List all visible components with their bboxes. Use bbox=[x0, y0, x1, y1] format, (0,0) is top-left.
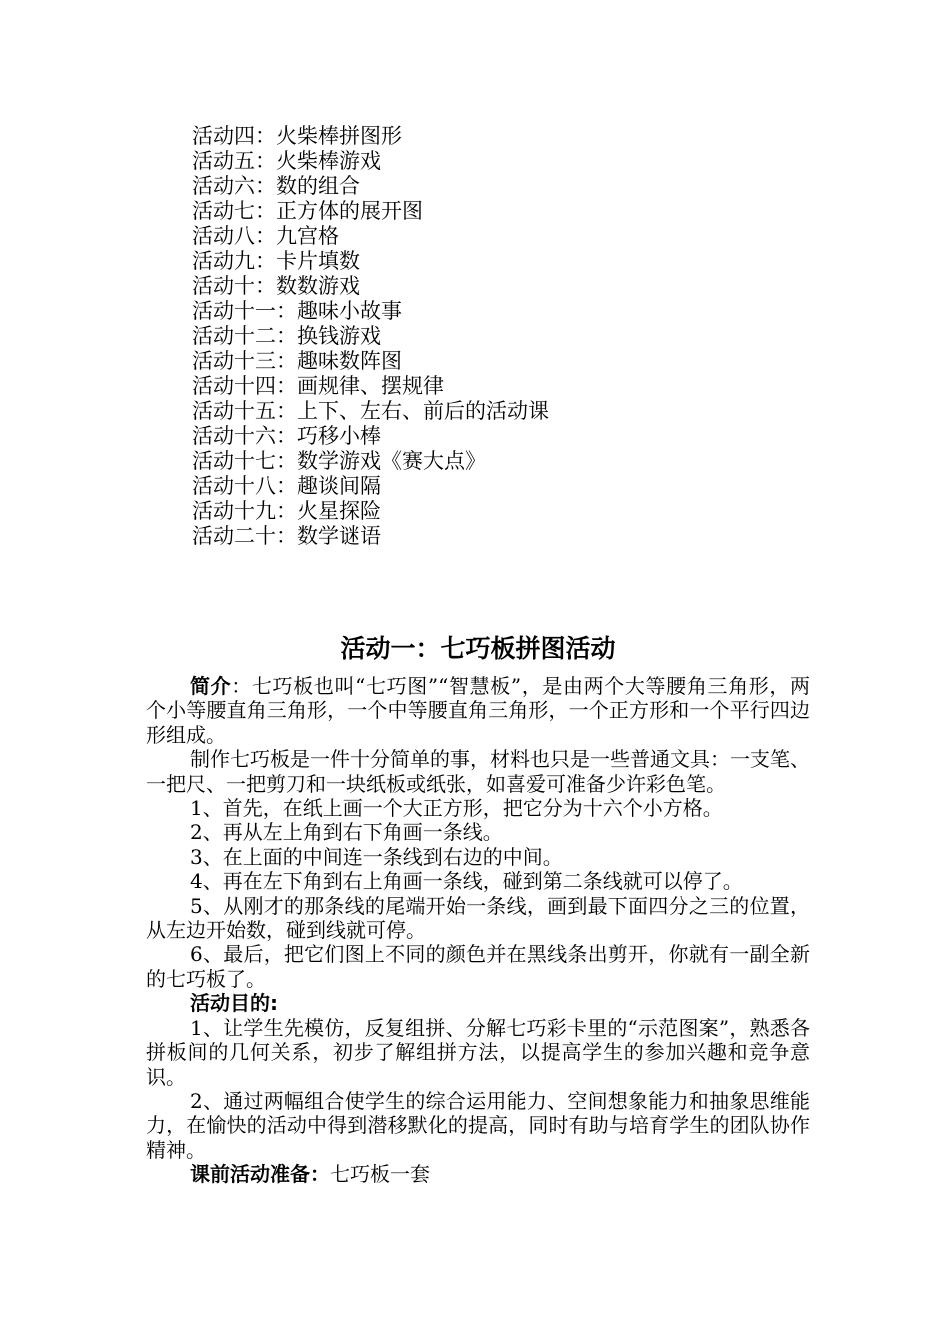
activity-list-item: 活动四：火柴棒拼图形 bbox=[192, 124, 402, 148]
activity-list-item: 活动十八：趣谈间隔 bbox=[192, 474, 381, 498]
making-paragraph: 制作七巧板是一件十分简单的事，材料也只是一些普通文具：一支笔、一把尺、一把剪刀和一块纸板或纸张，如喜爱可准备少许彩色笔。 bbox=[146, 747, 810, 796]
goal-label: 活动目的: bbox=[190, 991, 278, 1016]
activity-list-item: 活动八：九宫格 bbox=[192, 224, 339, 248]
intro-paragraph bbox=[146, 674, 810, 747]
activity-list bbox=[192, 124, 549, 549]
goal-paragraph: 1、让学生先模仿，反复组拼、分解七巧彩卡里的“示范图案”，熟悉各拼板间的几何关系，初步了解组拼方法，以提高学生的参加兴趣和竞争意识。 bbox=[146, 1015, 810, 1089]
activity-list-item: 活动二十：数学谜语 bbox=[192, 524, 381, 548]
goal-paragraph: 2、通过两幅组合使学生的综合运用能力、空间想象能力和抽象思维能力，在愉快的活动中得到潜移默化的提高，同时有助与培育学生的团队协作精神。 bbox=[146, 1088, 810, 1162]
activity-list-item: 活动十二：换钱游戏 bbox=[192, 324, 381, 348]
prep-label: 课前活动准备： bbox=[190, 1162, 330, 1187]
step-paragraph: 1、首先，在纸上画一个大正方形，把它分为十六个小方格。 bbox=[190, 796, 723, 821]
prep-paragraph bbox=[146, 1162, 810, 1186]
activity-one-section bbox=[146, 628, 810, 1187]
step-paragraph: 5、从刚才的那条线的尾端开始一条线，画到最下面四分之三的位置，从左边开始数，碰到线就可停。 bbox=[146, 893, 810, 943]
intro-text: ：七巧板也叫“七巧图”“智慧板”，是由两个大等腰角三角形，两个小等腰直角三角形，一个中等腰直角三角形，一个正方形和一个平行四边形组成。 bbox=[146, 674, 811, 747]
activity-list-item: 活动十五：上下、左右、前后的活动课 bbox=[192, 399, 549, 423]
activity-list-item: 活动十四：画规律、摆规律 bbox=[192, 374, 444, 398]
step-paragraph: 2、再从左上角到右下角画一条线。 bbox=[190, 820, 503, 845]
activity-list-item: 活动六：数的组合 bbox=[192, 174, 360, 198]
activity-list-item: 活动十一：趣味小故事 bbox=[192, 299, 402, 323]
activity-list-item: 活动七：正方体的展开图 bbox=[192, 199, 423, 223]
prep-text: 七巧板一套 bbox=[330, 1162, 430, 1187]
step-paragraph: 3、在上面的中间连一条线到右边的中间。 bbox=[190, 844, 563, 869]
intro-label: 简介 bbox=[190, 674, 232, 698]
activity-list-item: 活动十：数数游戏 bbox=[192, 274, 360, 298]
step-paragraph: 6、最后，把它们图上不同的颜色并在黑线条出剪开，你就有一副全新的七巧板了。 bbox=[146, 942, 810, 991]
step-paragraph: 4、再在左下角到右上角画一条线，碰到第二条线就可以停了。 bbox=[190, 869, 743, 894]
activity-list-item: 活动十九：火星探险 bbox=[192, 499, 381, 523]
activity-list-item: 活动十七：数学游戏《赛大点》 bbox=[192, 449, 486, 473]
activity-list-item: 活动五：火柴棒游戏 bbox=[192, 149, 381, 173]
activity-list-item: 活动十六：巧移小棒 bbox=[192, 424, 381, 448]
section-title: 活动一：七巧板拼图活动 bbox=[340, 634, 616, 663]
activity-list-item: 活动九：卡片填数 bbox=[192, 249, 360, 273]
activity-list-item: 活动十三：趣味数阵图 bbox=[192, 349, 402, 373]
goal-heading bbox=[146, 991, 810, 1015]
